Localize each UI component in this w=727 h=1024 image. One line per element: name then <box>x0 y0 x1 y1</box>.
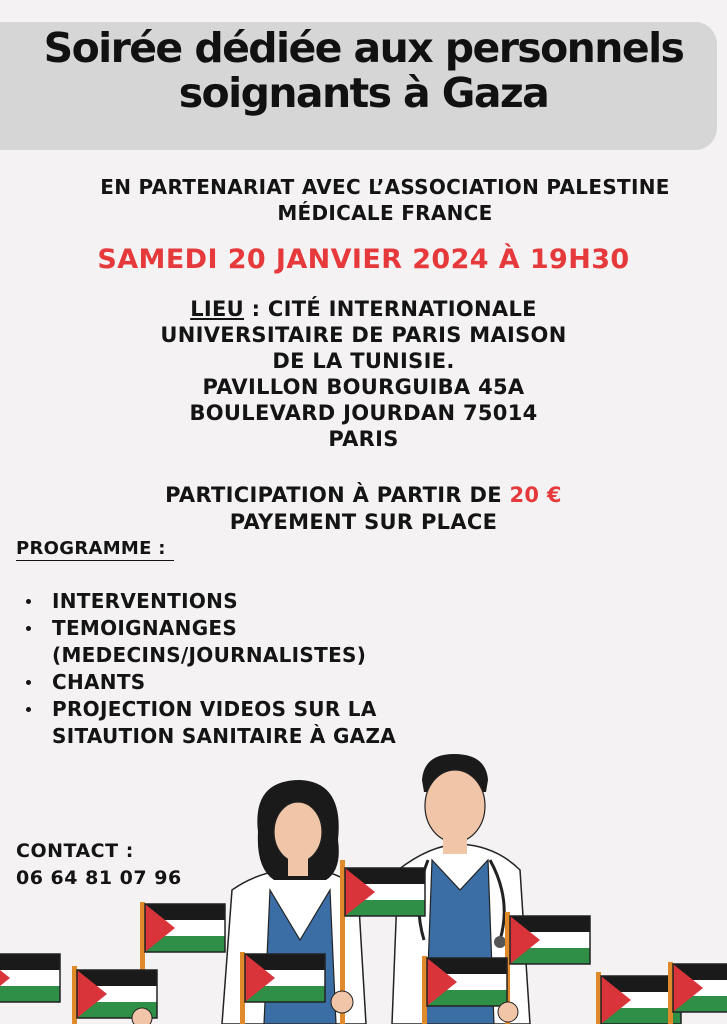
bullet-icon <box>26 626 31 631</box>
programme-item <box>26 588 396 615</box>
event-title <box>0 26 727 116</box>
venue-line-2: UNIVERSITAIRE DE PARIS MAISON <box>160 323 567 347</box>
event-title-line-2: soignants à Gaza <box>178 69 549 117</box>
programme-item-subtext: (MEDECINS/JOURNALISTES) <box>52 643 367 667</box>
programme-item <box>26 615 396 669</box>
partner-line-2: MÉDICALE FRANCE <box>277 201 493 225</box>
contact-phone: 06 64 81 07 96 <box>16 867 182 889</box>
venue-line-5: BOULEVARD JOURDAN 75014 <box>189 401 538 425</box>
participation-prefix: PARTICIPATION À PARTIR DE <box>165 483 510 507</box>
programme-item-text: TEMOIGNANGES <box>52 616 238 640</box>
programme-list <box>26 588 396 750</box>
venue-line-6: PARIS <box>328 427 399 451</box>
programme-item-text: INTERVENTIONS <box>52 589 238 613</box>
bullet-icon <box>26 599 31 604</box>
participation-block <box>0 482 727 536</box>
participation-amount: 20 € <box>509 483 562 507</box>
palestine-flag <box>0 954 60 1002</box>
programme-title: PROGRAMME : <box>16 538 174 561</box>
venue-line-3: DE LA TUNISIE. <box>272 349 455 373</box>
venue-block <box>0 296 727 452</box>
programme-item-text: CHANTS <box>52 670 146 694</box>
bullet-icon <box>26 680 31 685</box>
participation-line-1 <box>0 482 727 509</box>
venue-label: LIEU <box>190 297 244 321</box>
venue-line-1 <box>0 296 727 322</box>
event-date: SAMEDI 20 JANVIER 2024 À 19H30 <box>97 244 630 275</box>
bullet-icon <box>26 707 31 712</box>
venue-line-4: PAVILLON BOURGUIBA 45A <box>202 375 525 399</box>
partner-line-1: EN PARTENARIAT AVEC L’ASSOCIATION PALESTINE <box>100 175 670 199</box>
programme-item <box>26 669 396 696</box>
participation-line-2: PAYEMENT SUR PLACE <box>229 510 498 534</box>
partner-text <box>40 174 727 226</box>
programme-item-text: PROJECTION VIDEOS SUR LA <box>52 697 377 721</box>
programme-item-subtext: SITAUTION SANITAIRE À GAZA <box>52 724 397 748</box>
contact-label: CONTACT : <box>16 840 134 862</box>
doctors-with-flags-illustration <box>0 740 727 1024</box>
venue-line-1-text: : CITÉ INTERNATIONALE <box>244 297 537 321</box>
event-title-line-1: Soirée dédiée aux personnels <box>43 24 684 72</box>
